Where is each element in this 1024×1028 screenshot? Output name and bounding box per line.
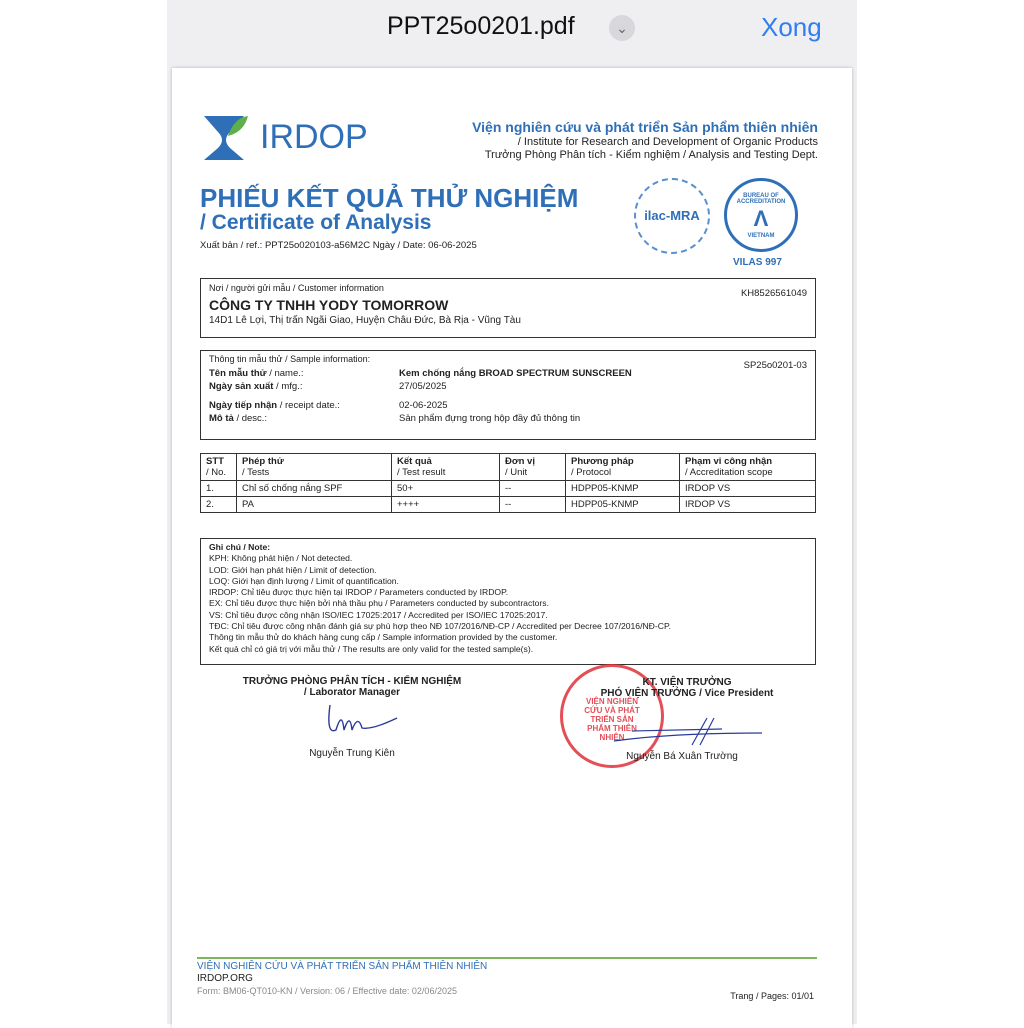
signature-right-icon: [612, 713, 772, 748]
boa-badge-text: BUREAU OF ACCREDITATION: [736, 193, 786, 205]
results-table: [200, 453, 816, 513]
doc-title: PHIẾU KẾT QUẢ THỬ NGHIỆM: [200, 183, 579, 213]
left-sign-title: TRƯỞNG PHÒNG PHÂN TÍCH - KIỂM NGHIỆM: [242, 676, 462, 687]
note-line: EX: Chỉ tiêu được thực hiện bởi nhà thầu phụ / Parameters conducted by subcontractors.: [209, 598, 549, 609]
pdf-viewer: [167, 0, 857, 1024]
sample-mfg: 27/05/2025: [399, 381, 447, 392]
company-stamp: VIỆN NGHIÊN CỨU VÀ PHÁT TRIỂN SẢN PHẨM THIÊN NHIÊN: [560, 664, 664, 768]
col-header-en: / Unit: [505, 467, 528, 478]
cell: HDPP05-KNMP: [566, 481, 680, 497]
dept: Trưởng Phòng Phân tích - Kiểm nghiệm / Analysis and Testing Dept.: [484, 149, 818, 161]
ilac-badge: ilac-MRA: [634, 178, 710, 254]
logo-text: IRDOP: [260, 118, 368, 156]
institute-vn: Viện nghiên cứu và phát triển Sản phẩm thiên nhiên: [472, 119, 818, 135]
institute-en: / Institute for Research and Development of Organic Products: [517, 136, 818, 148]
note-line: LOQ: Giới hạn định lượng / Limit of quantification.: [209, 575, 399, 586]
sample-key: Tên mẫu thử: [209, 368, 267, 379]
top-bar: [167, 0, 857, 60]
col-header-en: / Protocol: [571, 467, 612, 478]
right-sign-title: KT. VIỆN TRƯỞNG: [642, 677, 732, 688]
boa-country: VIETNAM: [747, 233, 775, 239]
col-header: STT: [206, 456, 224, 467]
table-header: [201, 454, 816, 481]
sample-desc: Sản phẩm đựng trong hộp đầy đủ thông tin: [399, 413, 581, 424]
sample-key: Ngày tiếp nhận: [209, 400, 278, 411]
document-page: [172, 68, 852, 1028]
footer-site: IRDOP.ORG: [197, 973, 253, 984]
note-line: TĐC: Chỉ tiêu được công nhận đánh giá sự phù hợp theo NĐ 107/2016/NĐ-CP / Accredited per Decree 107/2016/NĐ-CP.: [209, 621, 671, 632]
footer-divider: [197, 957, 817, 959]
notes-box: [200, 538, 816, 665]
cell: Chỉ số chống nắng SPF: [237, 481, 392, 497]
cell: PA: [237, 497, 392, 513]
footer-form: Form: BM06-QT010-KN / Version: 06 / Effective date: 02/06/2025: [197, 986, 457, 996]
cell: 1.: [201, 481, 237, 497]
customer-box: [200, 278, 816, 338]
customer-code: KH8526561049: [740, 288, 807, 299]
col-header-en: / Tests: [242, 467, 270, 478]
cell: 2.: [201, 497, 237, 513]
right-sign-name: Nguyễn Bá Xuân Trường: [626, 751, 738, 762]
col-header: Đơn vị: [505, 456, 535, 467]
sample-label: Thông tin mẫu thử / Sample information:: [209, 354, 371, 364]
ref-line: Xuất bản / ref.: PPT25o020103-a56M2C Ngày / Date: 06-06-2025: [200, 240, 477, 251]
col-header: Phạm vi công nhận: [685, 456, 773, 467]
vilas-label: VILAS 997: [733, 257, 782, 268]
note-line: IRDOP: Chỉ tiêu được thực hiện tại IRDOP / Parameters conducted by IRDOP.: [209, 587, 509, 598]
cell: ++++: [392, 497, 500, 513]
sample-key-en: / mfg.:: [273, 381, 303, 392]
note-line: VS: Chỉ tiêu được công nhận ISO/IEC 17025:2017 / Accredited per ISO/IEC 17025:2017.: [209, 609, 548, 620]
cell: 50+: [392, 481, 500, 497]
col-header: Kết quả: [397, 456, 432, 467]
boa-icon: Λ: [753, 206, 769, 231]
left-sign-name: Nguyễn Trung Kiên: [309, 748, 395, 759]
customer-label: Nơi / người gửi mẫu / Customer information: [209, 283, 384, 293]
left-sign-role: / Laborator Manager: [303, 687, 401, 698]
notes-title: Ghi chú / Note:: [209, 542, 271, 552]
footer-pages: Trang / Pages: 01/01: [730, 991, 814, 1001]
sample-key-en: / desc.:: [233, 413, 268, 424]
footer-org: VIỆN NGHIÊN CỨU VÀ PHÁT TRIỂN SẢN PHẨM THIÊN NHIÊN: [197, 961, 488, 972]
sample-key-en: / receipt date.:: [277, 400, 340, 411]
note-line: Kết quả chỉ có giá trị với mẫu thử / The results are only valid for the tested sample(s).: [209, 643, 534, 654]
note-line: Thông tin mẫu thử do khách hàng cung cấp / Sample information provided by the customer.: [209, 632, 558, 643]
col-header-en: / Test result: [397, 467, 446, 478]
irdop-logo-icon: [200, 112, 252, 164]
col-header-en: / No.: [206, 467, 227, 478]
col-header: Phép thử: [242, 456, 284, 467]
col-header-en: / Accreditation scope: [685, 467, 773, 478]
sample-name: Kem chống nắng BROAD SPECTRUM SUNSCREEN: [399, 368, 632, 379]
table-row: [201, 497, 816, 513]
note-line: KPH: Không phát hiện / Not detected.: [209, 553, 353, 564]
table-row: [201, 481, 816, 497]
col-header: Phương pháp: [571, 456, 634, 467]
cell: --: [500, 497, 566, 513]
signature-left-icon: [322, 700, 402, 745]
right-sign-role: PHÓ VIỆN TRƯỞNG / Vice President: [600, 688, 774, 699]
done-button[interactable]: Xong: [761, 12, 822, 42]
sample-code: SP25o0201-03: [743, 360, 807, 371]
cell: IRDOP VS: [680, 497, 816, 513]
cell: --: [500, 481, 566, 497]
file-title[interactable]: PPT25o0201.pdf: [387, 12, 575, 40]
sample-receipt: 02-06-2025: [399, 400, 448, 411]
customer-name: CÔNG TY TNHH YODY TOMORROW: [209, 297, 449, 313]
note-line: LOD: Giới hạn phát hiện / Limit of detection.: [209, 564, 377, 575]
customer-address: 14D1 Lê Lợi, Thị trấn Ngãi Giao, Huyện Châu Đức, Bà Rịa - Vũng Tàu: [209, 315, 521, 326]
doc-subtitle: / Certificate of Analysis: [200, 211, 432, 234]
sample-box: [200, 350, 816, 440]
chevron-down-icon[interactable]: ⌄: [609, 15, 635, 41]
cell: HDPP05-KNMP: [566, 497, 680, 513]
sample-key: Ngày sản xuất: [209, 381, 274, 392]
sample-key: Mô tả: [209, 413, 234, 424]
cell: IRDOP VS: [680, 481, 816, 497]
sample-key-en: / name.:: [266, 368, 304, 379]
